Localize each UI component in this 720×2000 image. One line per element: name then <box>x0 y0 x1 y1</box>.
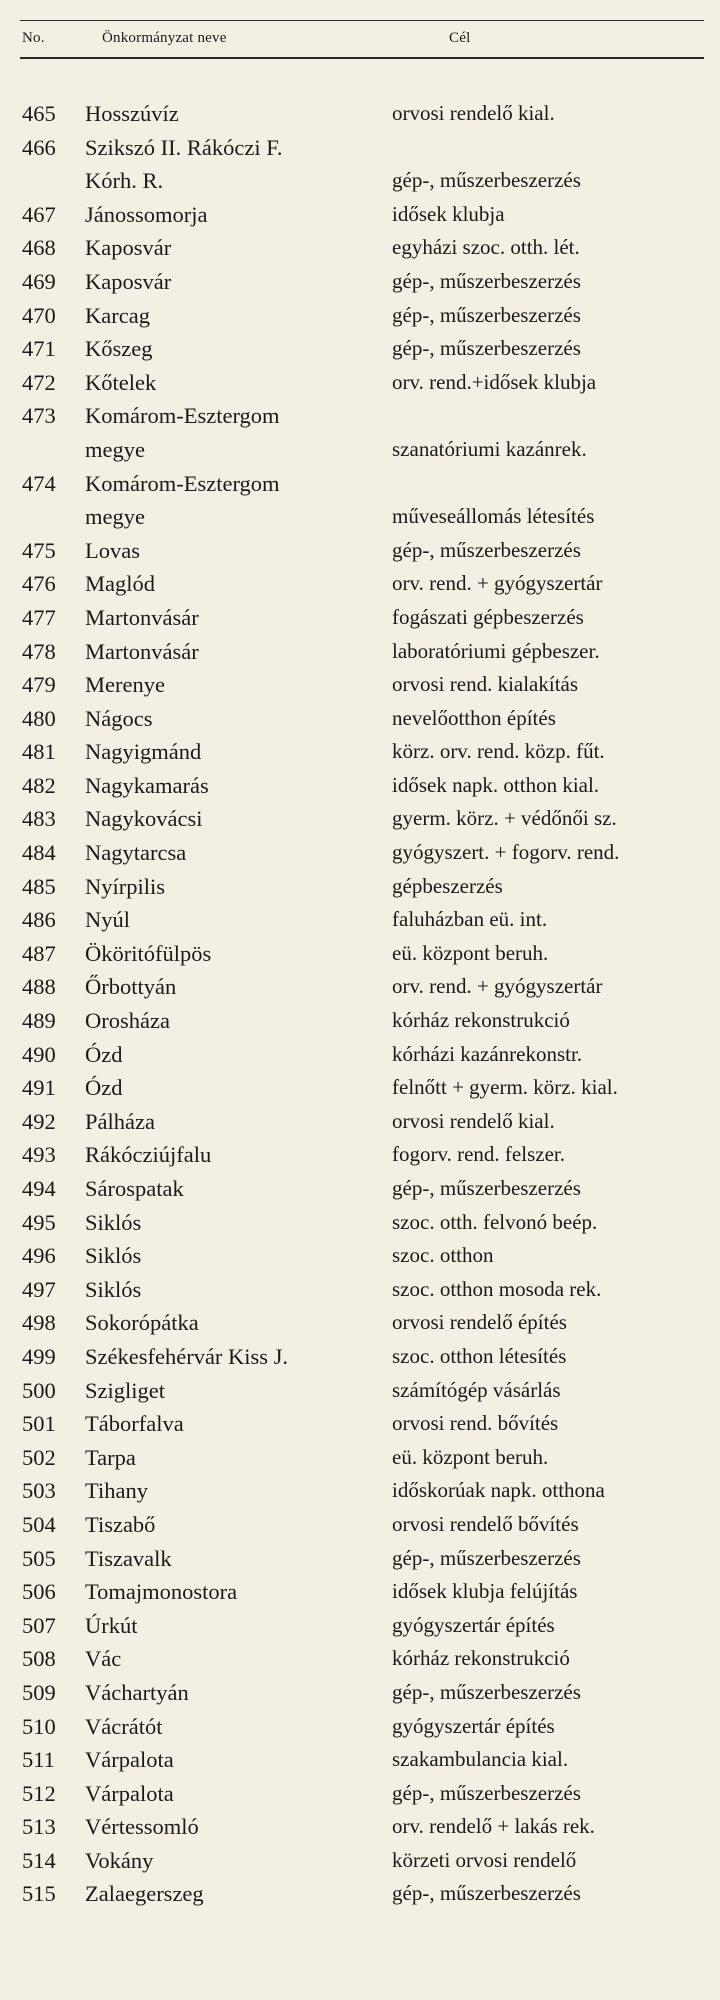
row-municipality-name-line: Sárospatak <box>85 1176 184 1201</box>
row-number: 481 <box>22 739 56 765</box>
table-row <box>0 1542 720 1576</box>
row-number: 514 <box>22 1847 56 1873</box>
row-goal: szoc. otthon <box>392 1243 494 1268</box>
row-goal: gép-, műszerbeszerzés <box>392 1679 581 1704</box>
row-goal: gép-, műszerbeszerzés <box>392 1881 581 1906</box>
row-goal: gép-, műszerbeszerzés <box>392 1780 581 1805</box>
row-goal: fogászati gépbeszerzés <box>392 604 584 629</box>
row-number: 477 <box>22 604 56 630</box>
row-municipality-name <box>85 1306 385 1340</box>
row-number: 502 <box>22 1444 56 1470</box>
row-municipality-name <box>85 769 385 803</box>
table-row <box>0 1407 720 1441</box>
row-number: 511 <box>22 1747 55 1773</box>
row-municipality-name-line: Jánossomorja <box>85 201 208 227</box>
header-goal: Cél <box>449 30 471 46</box>
row-municipality-name <box>85 1038 385 1072</box>
row-municipality-name-line: Tarpa <box>85 1444 136 1470</box>
row-number: 469 <box>22 268 56 294</box>
row-municipality-name-line: Maglód <box>85 571 155 597</box>
row-municipality-name-line: Merenye <box>85 672 165 698</box>
row-goal: orv. rend. + gyógyszertár <box>392 571 603 596</box>
row-goal: időskorúak napk. otthona <box>392 1478 605 1503</box>
table-row <box>0 1138 720 1172</box>
row-municipality-name-line: Kórh. R. <box>85 168 164 194</box>
row-municipality-name <box>85 1609 385 1643</box>
table-row <box>0 1004 720 1038</box>
row-goal: idősek klubja <box>392 201 505 226</box>
row-number: 500 <box>22 1377 56 1403</box>
row-number: 501 <box>22 1411 56 1437</box>
row-number: 507 <box>22 1612 56 1638</box>
row-number: 466 <box>22 134 56 160</box>
table-row <box>0 937 720 971</box>
table-row <box>0 1172 720 1206</box>
table-row <box>0 399 720 466</box>
table-row <box>0 332 720 366</box>
row-municipality-name-line: Vokány <box>85 1847 154 1873</box>
row-number: 491 <box>22 1075 56 1101</box>
table-row <box>0 668 720 702</box>
row-municipality-name <box>85 735 385 769</box>
row-municipality-name-line: Várpalota <box>85 1747 174 1773</box>
row-municipality-name <box>85 1407 385 1441</box>
table-row <box>0 198 720 232</box>
row-municipality-name <box>85 1542 385 1576</box>
row-municipality-name-line: Úrkút <box>85 1612 138 1638</box>
row-municipality-name <box>85 198 385 232</box>
row-municipality-name-line: Siklós <box>85 1209 142 1235</box>
table-row <box>0 1710 720 1744</box>
row-municipality-name-line: Vértessomló <box>85 1814 199 1840</box>
table-row <box>0 1239 720 1273</box>
row-goal: orvosi rendelő bővítés <box>392 1511 579 1536</box>
row-municipality-name-line: Komárom-Esztergom <box>85 470 280 496</box>
row-municipality-name <box>85 1239 385 1273</box>
table-row <box>0 970 720 1004</box>
row-municipality-name-line: Karcag <box>85 302 150 328</box>
table-row <box>0 1374 720 1408</box>
table-row <box>0 1777 720 1811</box>
row-municipality-name-line: Martonvásár <box>85 638 199 664</box>
table-row <box>0 1273 720 1307</box>
table-row <box>0 1038 720 1072</box>
table-row <box>0 769 720 803</box>
row-goal: faluházban eü. int. <box>392 907 548 932</box>
row-goal: körzeti orvosi rendelő <box>392 1847 577 1872</box>
row-number: 473 <box>22 403 56 429</box>
table-row <box>0 131 720 198</box>
row-municipality-name <box>85 366 385 400</box>
row-goal: egyházi szoc. otth. lét. <box>392 235 580 260</box>
row-number: 485 <box>22 873 56 899</box>
table-row <box>0 1206 720 1240</box>
row-municipality-name <box>85 1474 385 1508</box>
row-goal: gépbeszerzés <box>392 873 503 898</box>
row-municipality-name-line: Tihany <box>85 1478 148 1504</box>
row-municipality-name <box>85 1206 385 1240</box>
row-goal: szoc. otth. felvonó beép. <box>392 1209 598 1234</box>
row-municipality-name-line: megye <box>85 504 145 530</box>
row-number: 494 <box>22 1176 56 1201</box>
row-goal: szoc. otthon mosoda rek. <box>392 1276 602 1301</box>
row-goal: számítógép vásárlás <box>392 1377 561 1402</box>
header-bottom-rule <box>20 57 704 59</box>
row-goal: orv. rendelő + lakás rek. <box>392 1814 595 1839</box>
row-number: 496 <box>22 1243 56 1269</box>
table-body <box>0 97 720 1911</box>
row-municipality-name-line: Szigliget <box>85 1377 165 1403</box>
table-row <box>0 366 720 400</box>
row-goal: orvosi rendelő kial. <box>392 101 555 125</box>
row-number: 486 <box>22 907 56 933</box>
row-number: 490 <box>22 1041 56 1067</box>
row-number: 480 <box>22 705 56 731</box>
row-municipality-name <box>85 1071 385 1105</box>
row-number: 484 <box>22 840 56 866</box>
row-municipality-name-line: Siklós <box>85 1276 142 1302</box>
row-number: 482 <box>22 772 56 798</box>
table-row <box>0 534 720 568</box>
table-row <box>0 97 720 131</box>
header-name: Önkormányzat neve <box>102 30 227 46</box>
row-number: 499 <box>22 1343 56 1369</box>
row-number: 479 <box>22 672 56 698</box>
table-row <box>0 870 720 904</box>
row-number: 468 <box>22 235 56 261</box>
row-number: 489 <box>22 1008 56 1034</box>
row-municipality-name <box>85 970 385 1004</box>
table-row <box>0 903 720 937</box>
row-municipality-name <box>85 97 385 131</box>
row-municipality-name <box>85 1877 385 1911</box>
row-number: 478 <box>22 638 56 664</box>
row-goal: körz. orv. rend. közp. fűt. <box>392 739 605 764</box>
row-municipality-name <box>85 1172 385 1206</box>
row-number: 493 <box>22 1142 56 1168</box>
table-row <box>0 1743 720 1777</box>
row-municipality-name <box>85 635 385 669</box>
table-row <box>0 231 720 265</box>
table-row <box>0 601 720 635</box>
row-municipality-name <box>85 534 385 568</box>
table-row <box>0 1642 720 1676</box>
table-row <box>0 1844 720 1878</box>
table-row <box>0 1441 720 1475</box>
row-number: 498 <box>22 1310 56 1336</box>
row-goal: orvosi rend. bővítés <box>392 1411 559 1436</box>
row-municipality-name-line: Kőtelek <box>85 369 157 395</box>
row-goal: gép-, műszerbeszerzés <box>392 1176 581 1200</box>
row-municipality-name-line: Kőszeg <box>85 336 153 362</box>
row-municipality-name-line: Nagytarcsa <box>85 840 187 866</box>
row-goal: gép-, műszerbeszerzés <box>392 302 581 327</box>
row-municipality-name-line: Szikszó II. Rákóczi F. <box>85 134 283 160</box>
table-row <box>0 1105 720 1139</box>
row-goal: gép-, műszerbeszerzés <box>392 1545 581 1570</box>
row-municipality-name-line: Nágocs <box>85 705 153 731</box>
table-row <box>0 567 720 601</box>
row-municipality-name-line: Őrbottyán <box>85 974 177 1000</box>
row-municipality-name-line: Ököritófülpös <box>85 940 212 966</box>
table-row <box>0 635 720 669</box>
row-municipality-name-line: Komárom-Esztergom <box>85 403 280 429</box>
row-number: 515 <box>22 1881 56 1907</box>
table-row <box>0 1676 720 1710</box>
table-row <box>0 735 720 769</box>
row-goal: kórházi kazánrekonstr. <box>392 1041 583 1066</box>
row-municipality-name-line: Táborfalva <box>85 1411 184 1437</box>
row-municipality-name-line: Rákócziújfalu <box>85 1142 212 1168</box>
row-number: 497 <box>22 1276 56 1302</box>
row-municipality-name-line: Nyúl <box>85 907 130 933</box>
row-municipality-name <box>85 467 385 534</box>
row-municipality-name <box>85 1743 385 1777</box>
table-row <box>0 467 720 534</box>
row-municipality-name-line: Tiszavalk <box>85 1545 172 1571</box>
row-goal: felnőtt + gyerm. körz. kial. <box>392 1075 618 1100</box>
table-row <box>0 1071 720 1105</box>
row-goal: szoc. otthon létesítés <box>392 1343 567 1368</box>
row-number: 474 <box>22 470 56 496</box>
row-municipality-name-line: Nagyigmánd <box>85 739 202 765</box>
row-municipality-name-line: Siklós <box>85 1243 142 1269</box>
row-municipality-name <box>85 1575 385 1609</box>
row-municipality-name <box>85 702 385 736</box>
row-municipality-name <box>85 1508 385 1542</box>
row-municipality-name <box>85 1273 385 1307</box>
row-municipality-name <box>85 1642 385 1676</box>
row-number: 475 <box>22 537 56 563</box>
row-municipality-name <box>85 399 385 466</box>
row-municipality-name <box>85 1676 385 1710</box>
table-row <box>0 299 720 333</box>
row-municipality-name <box>85 836 385 870</box>
row-municipality-name-line: Tiszabő <box>85 1511 156 1537</box>
row-municipality-name-line: megye <box>85 436 145 462</box>
row-municipality-name-line: Vácrátót <box>85 1713 163 1739</box>
table-row <box>0 836 720 870</box>
row-goal: gyerm. körz. + védőnői sz. <box>392 806 617 831</box>
row-municipality-name-line: Nagykovácsi <box>85 806 203 832</box>
row-municipality-name-line: Nyírpilis <box>85 873 166 899</box>
row-municipality-name <box>85 937 385 971</box>
row-municipality-name <box>85 1777 385 1811</box>
row-municipality-name <box>85 131 385 198</box>
row-goal: gép-, műszerbeszerzés <box>392 168 581 193</box>
row-number: 483 <box>22 806 56 832</box>
row-municipality-name <box>85 601 385 635</box>
row-municipality-name <box>85 1810 385 1844</box>
table-row <box>0 1575 720 1609</box>
row-municipality-name-line: Nagykamarás <box>85 772 209 798</box>
row-municipality-name <box>85 802 385 836</box>
row-municipality-name <box>85 1138 385 1172</box>
row-municipality-name-line: Pálháza <box>85 1108 155 1134</box>
row-goal: szakambulancia kial. <box>392 1747 569 1772</box>
row-goal: eü. központ beruh. <box>392 940 549 965</box>
row-municipality-name-line: Hosszúvíz <box>85 101 179 126</box>
table-row <box>0 1508 720 1542</box>
row-municipality-name-line: Ózd <box>85 1041 123 1067</box>
row-number: 505 <box>22 1545 56 1571</box>
row-municipality-name-line: Lovas <box>85 537 140 563</box>
header-no: No. <box>22 30 45 46</box>
row-goal: gép-, műszerbeszerzés <box>392 336 581 361</box>
row-number: 472 <box>22 369 56 395</box>
row-municipality-name <box>85 1374 385 1408</box>
row-goal: gép-, műszerbeszerzés <box>392 537 581 562</box>
table-row <box>0 1877 720 1911</box>
row-number: 512 <box>22 1780 56 1806</box>
row-goal: fogorv. rend. felszer. <box>392 1142 565 1167</box>
row-goal: idősek klubja felújítás <box>392 1579 578 1604</box>
table-row <box>0 1340 720 1374</box>
row-goal: gép-, műszerbeszerzés <box>392 268 581 293</box>
row-municipality-name-line: Zalaegerszeg <box>85 1881 204 1907</box>
row-number: 508 <box>22 1646 56 1672</box>
row-number: 506 <box>22 1579 56 1605</box>
row-municipality-name <box>85 1710 385 1744</box>
row-municipality-name-line: Orosháza <box>85 1008 170 1034</box>
row-municipality-name-line: Ózd <box>85 1075 123 1101</box>
row-goal: műveseállomás létesítés <box>392 504 595 529</box>
row-municipality-name-line: Vác <box>85 1646 122 1672</box>
row-goal: orvosi rendelő építés <box>392 1310 567 1335</box>
row-goal: orv. rend.+idősek klubja <box>392 369 597 394</box>
row-goal: orvosi rendelő kial. <box>392 1108 555 1133</box>
row-number: 503 <box>22 1478 56 1504</box>
row-number: 487 <box>22 940 56 966</box>
row-number: 492 <box>22 1108 56 1134</box>
row-goal: idősek napk. otthon kial. <box>392 772 600 797</box>
row-municipality-name <box>85 299 385 333</box>
row-municipality-name <box>85 903 385 937</box>
row-goal: nevelőotthon építés <box>392 705 556 730</box>
row-goal: orvosi rend. kialakítás <box>392 672 579 697</box>
row-number: 510 <box>22 1713 56 1739</box>
row-municipality-name <box>85 567 385 601</box>
row-municipality-name <box>85 1105 385 1139</box>
row-number: 467 <box>22 201 56 227</box>
row-number: 471 <box>22 336 56 362</box>
table-row <box>0 1474 720 1508</box>
row-municipality-name <box>85 1004 385 1038</box>
row-goal: orv. rend. + gyógyszertár <box>392 974 603 999</box>
row-goal: kórház rekonstrukció <box>392 1646 570 1671</box>
row-municipality-name-line: Martonvásár <box>85 604 199 630</box>
row-municipality-name <box>85 265 385 299</box>
row-municipality-name <box>85 231 385 265</box>
table-row <box>0 1609 720 1643</box>
row-municipality-name-line: Kaposvár <box>85 235 172 261</box>
row-goal: laboratóriumi gépbeszer. <box>392 638 600 663</box>
row-municipality-name <box>85 1441 385 1475</box>
table-row <box>0 802 720 836</box>
row-number: 470 <box>22 302 56 328</box>
row-goal: gyógyszert. + fogorv. rend. <box>392 840 620 865</box>
row-number: 509 <box>22 1679 56 1705</box>
row-number: 465 <box>22 101 56 126</box>
table-row <box>0 1306 720 1340</box>
row-number: 513 <box>22 1814 56 1840</box>
row-municipality-name <box>85 1844 385 1878</box>
table-row <box>0 1810 720 1844</box>
row-number: 476 <box>22 571 56 597</box>
row-goal: gyógyszertár építés <box>392 1612 555 1637</box>
table-header <box>0 28 720 52</box>
row-goal: eü. központ beruh. <box>392 1444 549 1469</box>
row-goal: gyógyszertár építés <box>392 1713 555 1738</box>
row-goal: kórház rekonstrukció <box>392 1008 570 1033</box>
row-municipality-name-line: Tomajmonostora <box>85 1579 238 1605</box>
header-top-rule <box>20 20 704 21</box>
row-municipality-name-line: Kaposvár <box>85 268 172 294</box>
row-municipality-name-line: Váchartyán <box>85 1679 189 1705</box>
row-municipality-name <box>85 332 385 366</box>
row-municipality-name <box>85 1340 385 1374</box>
row-municipality-name <box>85 870 385 904</box>
row-number: 495 <box>22 1209 56 1235</box>
table-row <box>0 702 720 736</box>
row-municipality-name-line: Sokorópátka <box>85 1310 199 1336</box>
row-goal: szanatóriumi kazánrek. <box>392 436 587 461</box>
row-municipality-name-line: Székesfehérvár Kiss J. <box>85 1343 289 1369</box>
row-municipality-name <box>85 668 385 702</box>
table-row <box>0 265 720 299</box>
row-number: 488 <box>22 974 56 1000</box>
row-municipality-name-line: Várpalota <box>85 1780 174 1806</box>
row-number: 504 <box>22 1511 56 1537</box>
